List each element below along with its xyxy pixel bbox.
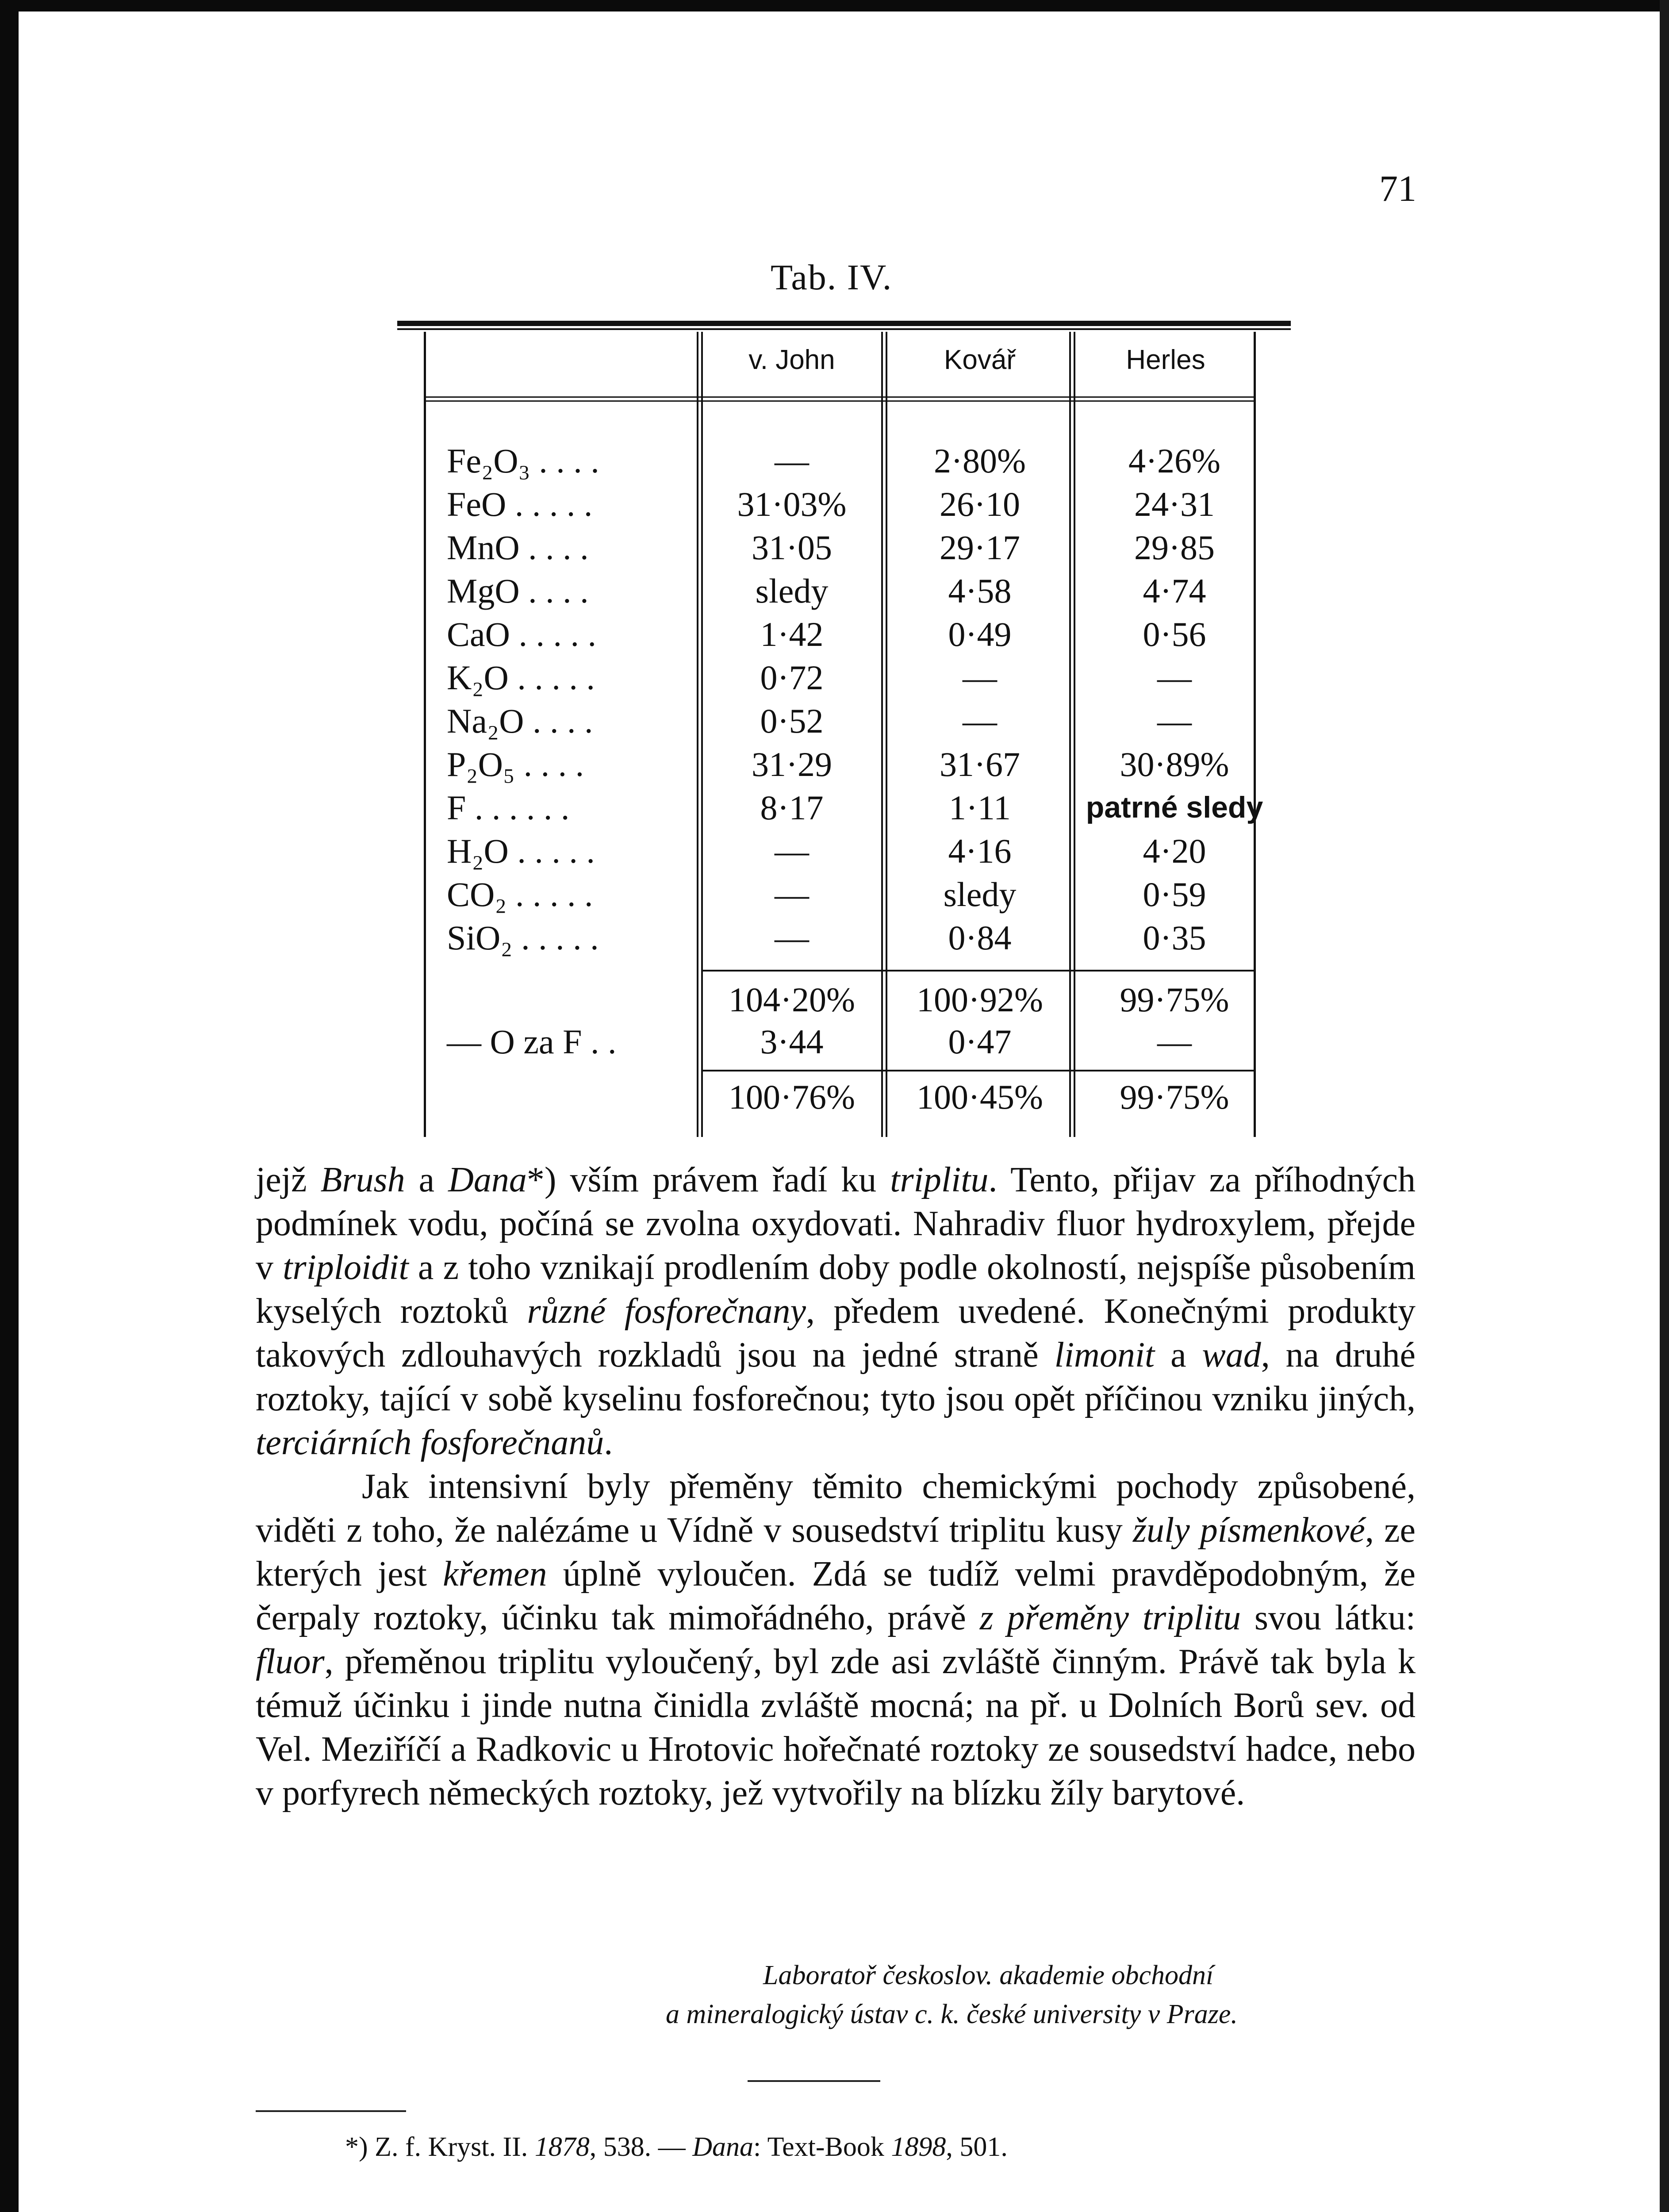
header-herles: Herles — [1126, 345, 1205, 375]
row-label: CaO . . . . . — [447, 615, 596, 653]
footnote-divider — [256, 2110, 406, 2112]
table-cell: 26·10 — [940, 485, 1020, 523]
table-cell: 8·17 — [760, 788, 824, 827]
sum-cell: 104·20% — [729, 980, 855, 1019]
footnote: *) Z. f. Kryst. II. 1878, 538. — Dana: Text-Book 1898, 501. — [345, 2132, 1008, 2162]
total-cell: 100·76% — [729, 1078, 855, 1116]
table-cell: — — [775, 832, 809, 870]
table-cell: 31·29 — [752, 745, 832, 783]
section-divider — [748, 2080, 880, 2082]
signature-line-1: Laboratoř českoslov. akademie obchodní — [763, 1960, 1214, 1990]
table-cell: 31·03% — [737, 485, 847, 523]
table-cell: — — [1157, 702, 1192, 740]
table-cell: — — [1157, 658, 1192, 697]
table-cell: — — [963, 702, 997, 740]
page-number: 71 — [1379, 168, 1416, 209]
table-cell: 0·49 — [948, 615, 1012, 653]
table-cell: 0·56 — [1143, 615, 1206, 653]
row-label: CO₂ . . . . . — [447, 875, 593, 914]
total-rule — [701, 1070, 1254, 1071]
row-label: H₂O . . . . . — [447, 832, 595, 870]
correction-label: — O za F . . — [447, 1022, 617, 1061]
table-cell: 31·05 — [752, 528, 832, 567]
table-cell: 29·17 — [940, 528, 1020, 567]
correction-cell: — — [1157, 1022, 1192, 1061]
paragraph-1: jejž Brush a Dana*) vším právem řadí ku triplitu. Tento, přijav za příhodných podmínek vodu, počíná se zvolna oxydovati. Nahradiv fluor hydroxylem, přejde v triploidit a z toho vznikají prodlením doby podle okolností, nejspíše působením kyselých roztoků různé fosforečnany, předem uvedené. Konečnými produkty takových zdlouhavých rozkladů jsou na jedné straně limonit a wad, na druhé roztoky, tající v sobě kyselinu fosforečnou; tyto jsou opět příčinou vzniku jiných, terciárních fosforečnanů. — [256, 1160, 1416, 1462]
body-text — [256, 1158, 1416, 1815]
scan-right-edge — [1660, 0, 1669, 2212]
table-cell: 4·58 — [948, 572, 1012, 610]
paragraph-2: Jak intensivní byly přeměny těmito chemickými pochody způsobené, viděti z toho, že nalézáme u Vídně v sousedství triplitu kusy žuly písmenkové, ze kterých jest křemen úplně vyloučen. Zdá se tudíž velmi pravděpodobným, že čerpaly roztoky, účinku tak mimořádného, právě z přeměny triplitu svou látku: fluor, přeměnou triplitu vyloučený, byl zde asi zvláště činným. Právě tak byla k témuž účinku i jinde nutna činidla zvláště mocná; na př. u Dolních Borů sev. od Vel. Meziříčí a Radkovic u Hrotovic hořečnaté roztoky ze sousedství hadce, nebo v porfyrech německých roztoky, jež vytvořily na blízku žíly barytové. — [256, 1467, 1416, 1813]
table-cell: 0·84 — [948, 918, 1012, 957]
table-cell: 4·16 — [948, 832, 1012, 870]
row-label: MgO . . . . — [447, 572, 589, 610]
table-title: Tab. IV. — [771, 257, 893, 297]
table-top-rule — [397, 321, 1291, 326]
table-cell: 4·26% — [1128, 442, 1220, 480]
total-cell: 100·45% — [917, 1078, 1043, 1116]
signature-line-2: a mineralogický ústav c. k. české university v Praze. — [666, 1999, 1238, 2029]
col-divider-1b — [701, 332, 703, 1137]
correction-cell: 0·47 — [948, 1022, 1012, 1061]
row-label: Na₂O . . . . — [447, 702, 593, 740]
sum-cell: 100·92% — [917, 980, 1043, 1019]
row-label: K₂O . . . . . — [447, 658, 595, 697]
scan-top-edge — [0, 0, 1669, 12]
table-cell: 4·74 — [1143, 572, 1206, 610]
table-cell: 24·31 — [1134, 485, 1215, 523]
row-label: Fe₂O₃ . . . . — [447, 442, 599, 480]
row-label: FeO . . . . . — [447, 485, 593, 523]
col-divider-1a — [697, 332, 698, 1137]
table-cell: 0·59 — [1143, 875, 1206, 914]
correction-cell: 3·44 — [760, 1022, 824, 1061]
header-rule-2 — [424, 400, 1255, 402]
row-label: MnO . . . . — [447, 528, 589, 567]
sum-cell: 99·75% — [1120, 980, 1229, 1019]
table-cell: 29·85 — [1134, 528, 1215, 567]
table-cell: — — [775, 918, 809, 957]
scan-left-edge — [0, 0, 19, 2212]
table-cell: 4·20 — [1143, 832, 1206, 870]
table-cell-patrne-sledy: patrné sledy — [1086, 791, 1263, 824]
header-v-john: v. John — [748, 345, 835, 375]
table-left-border — [424, 332, 426, 1137]
table-cell: 0·35 — [1143, 918, 1206, 957]
row-label: SiO₂ . . . . . — [447, 918, 599, 957]
table-cell: — — [775, 875, 809, 914]
table-cell: — — [775, 442, 809, 480]
header-rule — [424, 396, 1255, 398]
table-cell: 0·72 — [760, 658, 824, 697]
header-kovar: Kovář — [944, 345, 1016, 375]
sum-rule — [701, 970, 1254, 972]
table-cell: sledy — [943, 875, 1017, 914]
table-top-rule-thin — [397, 328, 1291, 330]
row-label: F . . . . . . — [447, 788, 570, 827]
table-cell: 0·52 — [760, 702, 824, 740]
col-divider-2a — [881, 332, 883, 1137]
table-cell: 30·89% — [1120, 745, 1229, 783]
table-cell: 1·11 — [948, 788, 1011, 827]
total-cell: 99·75% — [1120, 1078, 1229, 1116]
table-cell: 1·42 — [760, 615, 824, 653]
row-label: P₂O₅ . . . . — [447, 745, 584, 783]
table-cell: sledy — [755, 572, 829, 610]
table-cell: 2·80% — [934, 442, 1026, 480]
table-cell: — — [963, 658, 997, 697]
table-cell: 31·67 — [940, 745, 1020, 783]
